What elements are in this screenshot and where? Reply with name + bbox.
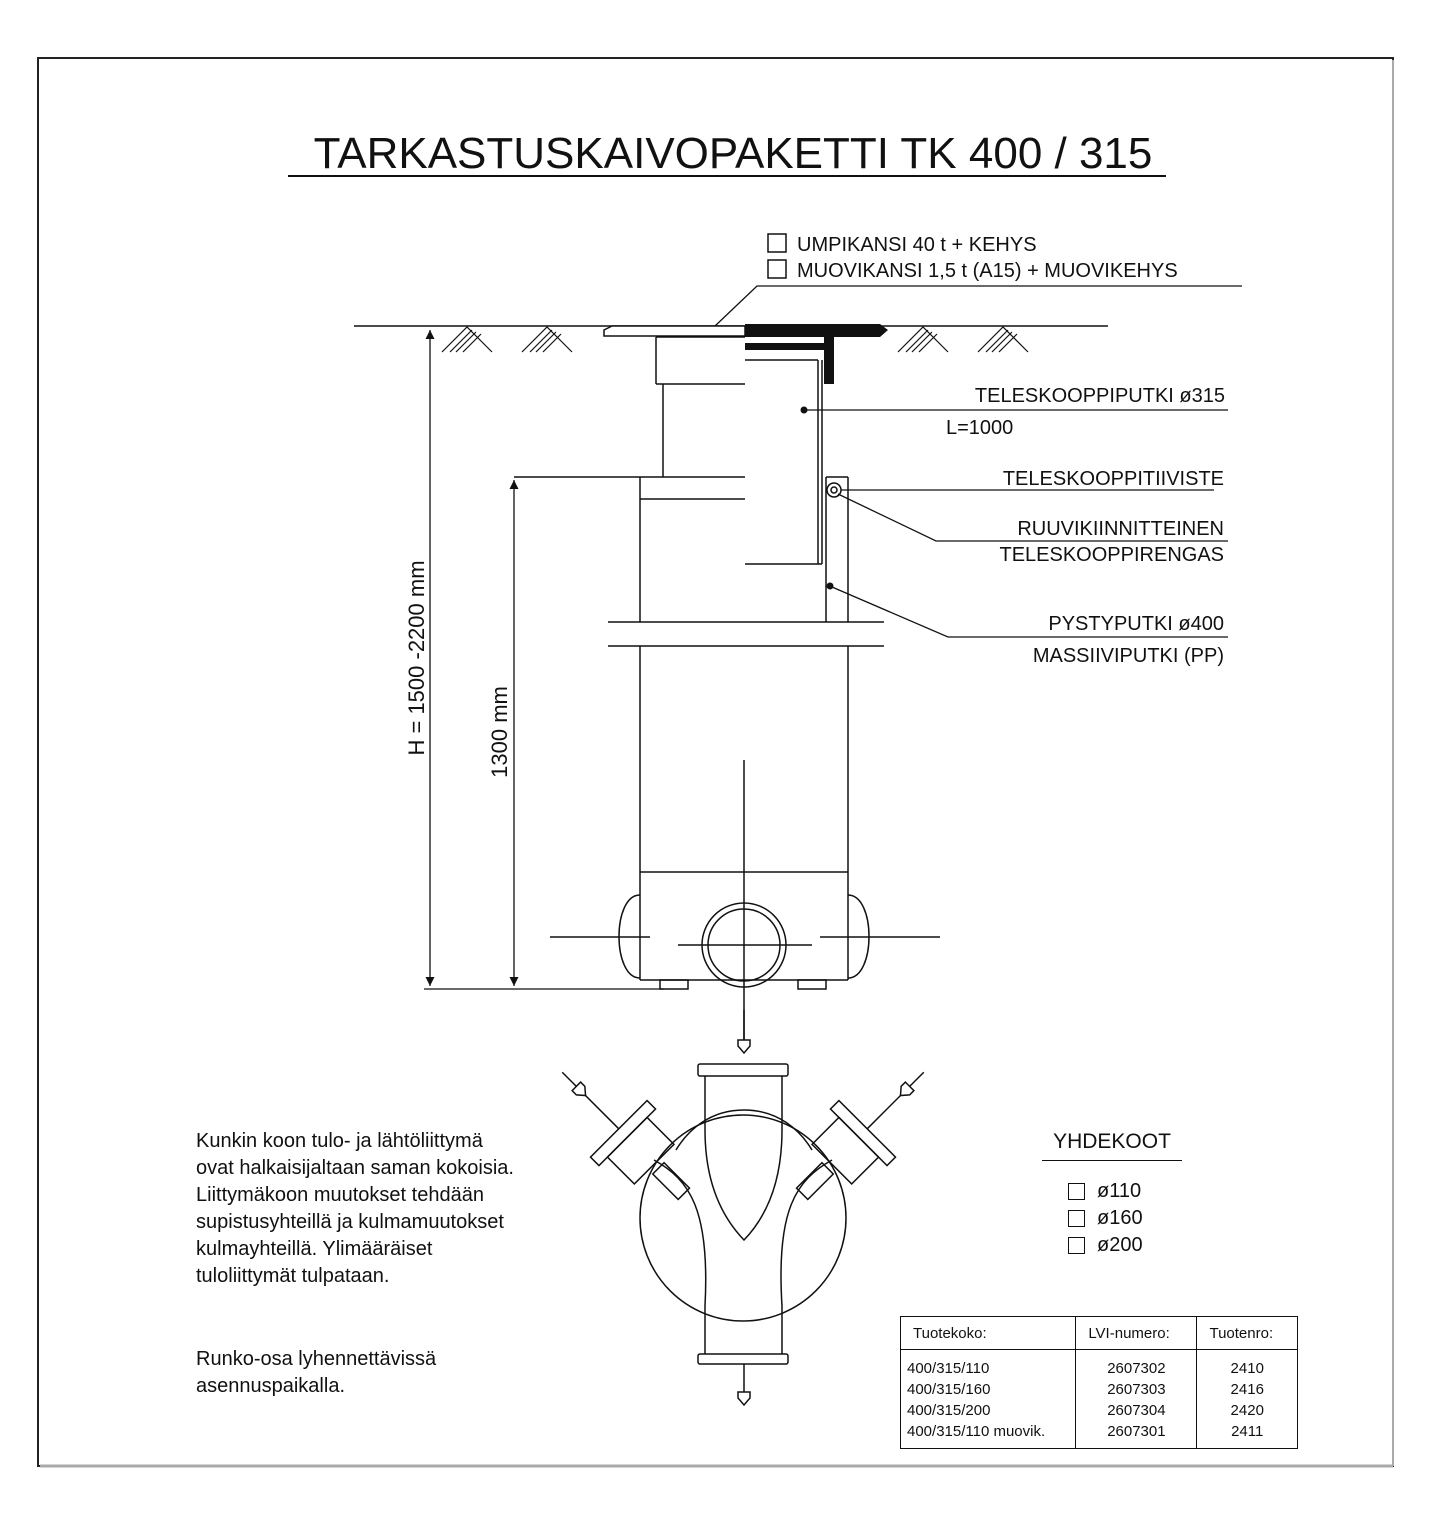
body-height-label: 1300 mm (487, 686, 512, 778)
column-header: Tuotenro: (1197, 1317, 1298, 1350)
fitting-option (1068, 1205, 1143, 1232)
table-cell: 2607302 (1076, 1350, 1197, 1380)
fittings-list (1068, 1178, 1143, 1259)
note-line: tuloliittymät tulpataan. (196, 1265, 390, 1287)
cover-option-label: UMPIKANSI 40 t + KEHYS (797, 234, 1037, 256)
fitting-size-label: ø200 (1097, 1234, 1143, 1256)
column-header: LVI-numero: (1076, 1317, 1197, 1350)
fitting-checkbox (1068, 1237, 1085, 1254)
fitting-checkbox (1068, 1210, 1085, 1227)
table-row (901, 1400, 1298, 1421)
note-line: Kunkin koon tulo- ja lähtöliittymä (196, 1130, 483, 1152)
note-line: ovat halkaisijaltaan saman kokoisia. (196, 1157, 514, 1179)
table-cell: 400/315/110 muovik. (901, 1421, 1076, 1449)
table-cell: 2411 (1231, 1423, 1264, 1440)
plan-view (534, 1010, 952, 1405)
fittings-title: YHDEKOOT (1042, 1130, 1182, 1161)
connection-notes (196, 1128, 576, 1290)
table-row (901, 1421, 1298, 1449)
callout-telescopic-seal (841, 468, 1224, 490)
fitting-checkbox (1068, 1183, 1085, 1200)
chamber-base (550, 760, 940, 1040)
note-line: asennuspaikalla. (196, 1375, 345, 1397)
callout-telescopic-ring (838, 494, 1228, 566)
note-line: supistusyhteillä ja kulmamuutokset (196, 1211, 504, 1233)
table-cell: 2607303 (1076, 1379, 1197, 1400)
note-line: Runko-osa lyhennettävissä (196, 1348, 437, 1370)
cover-options (768, 234, 1178, 282)
column-header: Tuotekoko: (901, 1317, 1076, 1350)
table-cell: 400/315/200 (901, 1400, 1076, 1421)
table-header-row (901, 1317, 1298, 1350)
note-line: kulmayhteillä. Ylimääräiset (196, 1238, 433, 1260)
product-table (900, 1316, 1298, 1449)
dimension-body-height (487, 480, 514, 986)
ring-label-line2: TELESKOOPPIRENGAS (999, 544, 1224, 566)
telescopic-pipe (656, 337, 822, 564)
telescopic-seal-label: TELESKOOPPITIIVISTE (1002, 468, 1224, 490)
drawing-title: TARKASTUSKAIVOPAKETTI TK 400 / 315 (313, 129, 1153, 178)
cover-option-checkbox (768, 260, 786, 278)
manhole-lid (604, 324, 888, 384)
fitting-size-label: ø160 (1097, 1207, 1143, 1229)
fitting-option (1068, 1232, 1143, 1259)
ring-label-line1: RUUVIKIINNITTEINEN (1017, 518, 1224, 540)
cover-option-label: MUOVIKANSI 1,5 t (A15) + MUOVIKEHYS (797, 260, 1178, 282)
shortening-note (196, 1346, 576, 1400)
total-height-label: H = 1500 -2200 mm (404, 560, 429, 756)
callout-telescopic-pipe (806, 385, 1228, 439)
fitting-option (1068, 1178, 1143, 1205)
cover-leader (715, 286, 1242, 326)
telescopic-pipe-label: TELESKOOPPIPUTKI ø315 (974, 385, 1225, 407)
table-row (901, 1350, 1298, 1380)
telescopic-length-label: L=1000 (946, 417, 1014, 439)
riser-pipe (514, 477, 884, 872)
table-cell: 2607304 (1076, 1400, 1197, 1421)
cover-option-checkbox (768, 234, 786, 252)
fitting-size-label: ø110 (1097, 1180, 1142, 1202)
table-cell: 2416 (1230, 1381, 1264, 1398)
table-cell: 2607301 (1076, 1421, 1197, 1449)
riser-material-label: MASSIIVIPUTKI (PP) (1032, 645, 1224, 667)
table-cell: 2420 (1230, 1402, 1264, 1419)
dimension-total-height (404, 330, 664, 989)
callout-riser-pipe (832, 587, 1228, 667)
table-cell: 400/315/160 (901, 1379, 1076, 1400)
table-row (901, 1379, 1298, 1400)
note-line: Liittymäkoon muutokset tehdään (196, 1184, 484, 1206)
table-cell: 400/315/110 (901, 1350, 1076, 1380)
table-cell: 2410 (1230, 1360, 1264, 1377)
riser-pipe-label: PYSTYPUTKI ø400 (1048, 613, 1224, 635)
